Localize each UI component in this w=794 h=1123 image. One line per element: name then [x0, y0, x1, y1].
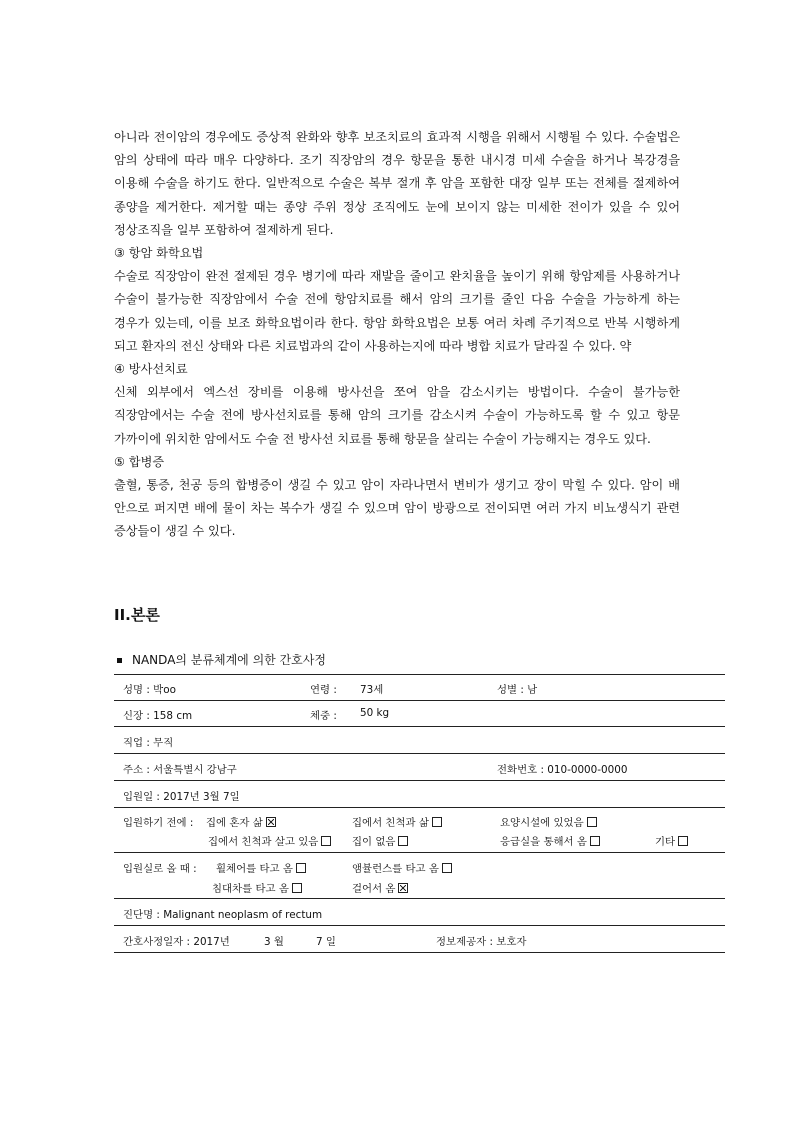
assessment-month: 3 월: [264, 936, 284, 948]
option-via-emergency: [500, 833, 600, 848]
job-cell: 직업 : 무직: [123, 737, 174, 749]
heading-chemotherapy: ③ 항암 화학요법: [114, 246, 204, 261]
option-label: 침대차를 타고 옴: [212, 883, 289, 895]
option-label: 휠체어를 타고 옴: [216, 863, 293, 875]
paragraph-radiotherapy: 신체 외부에서 엑스선 장비를 이용해 방사선을 쪼여 암을 감소시키는 방법이다. 수술이 불가능한 직장암에서는 수술 전에 방사선치료를 통해 암의 크기를 감소시켜 수술이 가능하도록 할 수 있고 항문 가까이에 위치한 암에서도 수술 전 방사선 치료를 통해 항문을 살리는 수술이 가능해지는 경우도 있다.: [114, 385, 680, 446]
phone-cell: 전화번호 : 010-0000-0000: [497, 764, 628, 776]
admission-date-cell: 입원일 : 2017년 3월 7일: [123, 791, 240, 803]
assessment-heading: [114, 651, 326, 668]
body-text: [114, 126, 680, 544]
table-row: [114, 899, 725, 926]
option-label: 요양시설에 있었음: [500, 817, 584, 829]
address-cell: 주소 : 서울특별시 강남구: [123, 764, 237, 776]
option-stretcher: [212, 880, 302, 895]
table-row: [114, 853, 725, 899]
option-homeless: [352, 833, 408, 848]
checkbox-icon[interactable]: [292, 883, 302, 893]
paragraph-surgery: 아니라 전이암의 경우에도 증상적 완화와 향후 보조치료의 효과적 시행을 위해서 시행될 수 있다. 수술법은 암의 상태에 따라 매우 다양하다. 조기 직장암의 경우 항문을 통한 내시경 미세 수술을 하거나 복강경을 이용해 수술을 하기도 한다. 일반적으로 수술은 복부 절개 후 암을 포함한 대장 일부 또는 전체를 절제하여 종양을 제거한다. 제거할 때는 종양 주위 정상 조직에도 눈에 보이지 않는 미세한 전이가 있을 수 있어 정상조직을 일부 포함하여 절제하게 된다.: [114, 130, 680, 237]
checkbox-icon[interactable]: [442, 863, 452, 873]
option-label: 집에서 친척과 삶: [352, 817, 429, 829]
patient-info-table: [114, 674, 725, 953]
checkbox-icon[interactable]: [678, 836, 688, 846]
checkbox-icon[interactable]: [321, 836, 331, 846]
table-row: [114, 701, 725, 727]
name-cell: 성명 : 박oo: [123, 684, 176, 696]
checkbox-icon[interactable]: [587, 817, 597, 827]
table-row: [114, 754, 725, 781]
option-other: [655, 833, 688, 848]
paragraph-complications: 출혈, 통증, 천공 등의 합병증이 생길 수 있고 암이 자라나면서 변비가 생기고 장이 막힐 수 있다. 암이 배 안으로 퍼지면 배에 물이 차는 복수가 생길 수 있으며 암이 방광으로 전이되면 여러 가지 비뇨생식기 관련 증상들이 생길 수 있다.: [114, 478, 680, 539]
section-title: II.본론: [114, 606, 160, 624]
weight-label: 체중 :: [310, 710, 337, 722]
assessment-day: 7 일: [316, 936, 336, 948]
informant-cell: 정보제공자 : 보호자: [436, 936, 527, 948]
option-walking: [352, 880, 408, 895]
paragraph-chemotherapy: 수술로 직장암이 완전 절제된 경우 병기에 따라 재발을 줄이고 완치율을 높이기 위해 항암제를 사용하거나 수술이 불가능한 직장암에서 수술 전에 항암치료를 해서 암의 크기를 줄인 다음 수술을 가능하게 하는 경우가 있는데, 이를 보조 화학요법이라 한다. 항암 화학요법은 보통 여러 차례 주기적으로 반복 시행하게 되고 환자의 전신 상태와 다른 치료법과의 같이 사용하는지에 따라 병합 치료가 달라질 수 있다. 약: [114, 269, 680, 353]
bullet-square-icon: [117, 658, 122, 663]
table-row: [114, 674, 725, 701]
option-live-with-relatives: [352, 814, 442, 829]
weight-value: 50 kg: [360, 707, 390, 719]
table-row: [114, 727, 725, 754]
heading-radiotherapy: ④ 방사선치료: [114, 362, 188, 377]
option-living-with-relatives: [208, 833, 331, 848]
table-row: [114, 808, 725, 853]
checked-box-icon[interactable]: [398, 883, 408, 893]
age-label: 연령 :: [310, 684, 337, 696]
option-label: 기타: [655, 836, 676, 848]
checkbox-icon[interactable]: [398, 836, 408, 846]
checkbox-icon[interactable]: [296, 863, 306, 873]
diagnosis-cell: 진단명 : Malignant neoplasm of rectum: [123, 909, 323, 921]
arrival-label: 입원실로 올 때 :: [123, 863, 197, 875]
option-label: 걸어서 옴: [352, 883, 396, 895]
assessment-date-label: 간호사정일자 : 2017년: [123, 936, 230, 948]
before-admission-label: 입원하기 전에 :: [123, 817, 194, 829]
checked-box-icon[interactable]: [266, 817, 276, 827]
option-label: 응급실을 통해서 옴: [500, 836, 587, 848]
option-label: 앰뷸런스를 타고 옴: [352, 863, 439, 875]
assessment-heading-text: NANDA의 분류체계에 의한 간호사정: [132, 653, 326, 667]
heading-complications: ⑤ 합병증: [114, 454, 165, 469]
sex-cell: 성별 : 남: [497, 684, 538, 696]
age-value: 73세: [360, 684, 384, 696]
checkbox-icon[interactable]: [432, 817, 442, 827]
table-row: [114, 781, 725, 808]
height-cell: 신장 : 158 cm: [123, 710, 193, 722]
option-label: 집이 없음: [352, 836, 396, 848]
option-live-alone: [206, 814, 276, 829]
option-ambulance: [352, 860, 452, 875]
option-label: 집에 혼자 삶: [206, 817, 263, 829]
option-nursing-facility: [500, 814, 597, 829]
checkbox-icon[interactable]: [590, 836, 600, 846]
option-label: 집에서 친척과 살고 있음: [208, 836, 319, 848]
option-wheelchair: [216, 860, 306, 875]
table-row: [114, 926, 725, 953]
